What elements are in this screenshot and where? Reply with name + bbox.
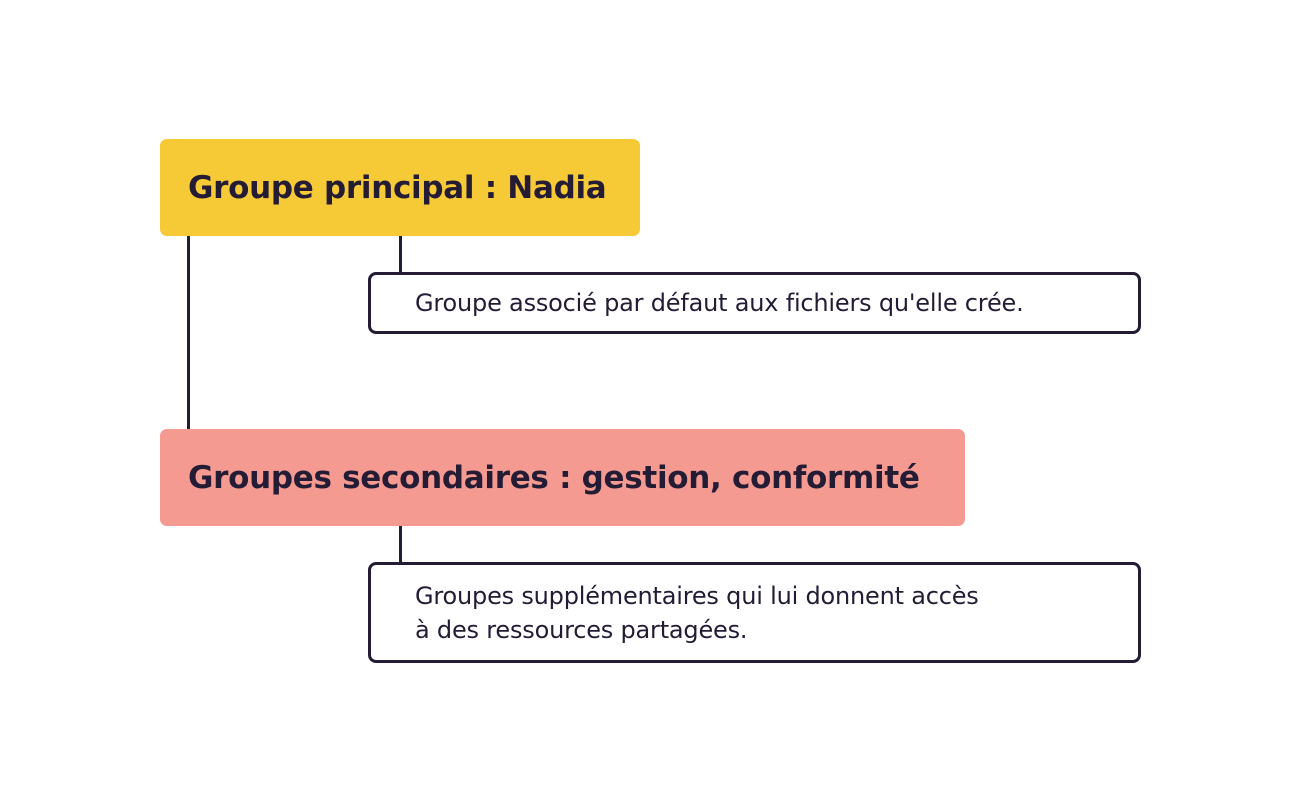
primary-group-description: Groupe associé par défaut aux fichiers qu'elle crée.	[415, 289, 1024, 317]
secondary-groups-description: Groupes supplémentaires qui lui donnent accès à des ressources partagées.	[415, 582, 979, 644]
primary-group-title: Groupe principal : Nadia	[188, 169, 607, 206]
primary-description-connector	[399, 232, 402, 276]
main-vertical-connector	[187, 232, 190, 432]
secondary-groups-title: Groupes secondaires : gestion, conformité	[188, 459, 920, 496]
primary-group-description-box	[368, 272, 1141, 334]
secondary-groups-box	[160, 429, 965, 526]
primary-group-box	[160, 139, 640, 236]
secondary-groups-description-box	[368, 562, 1141, 663]
secondary-description-connector	[399, 522, 402, 566]
